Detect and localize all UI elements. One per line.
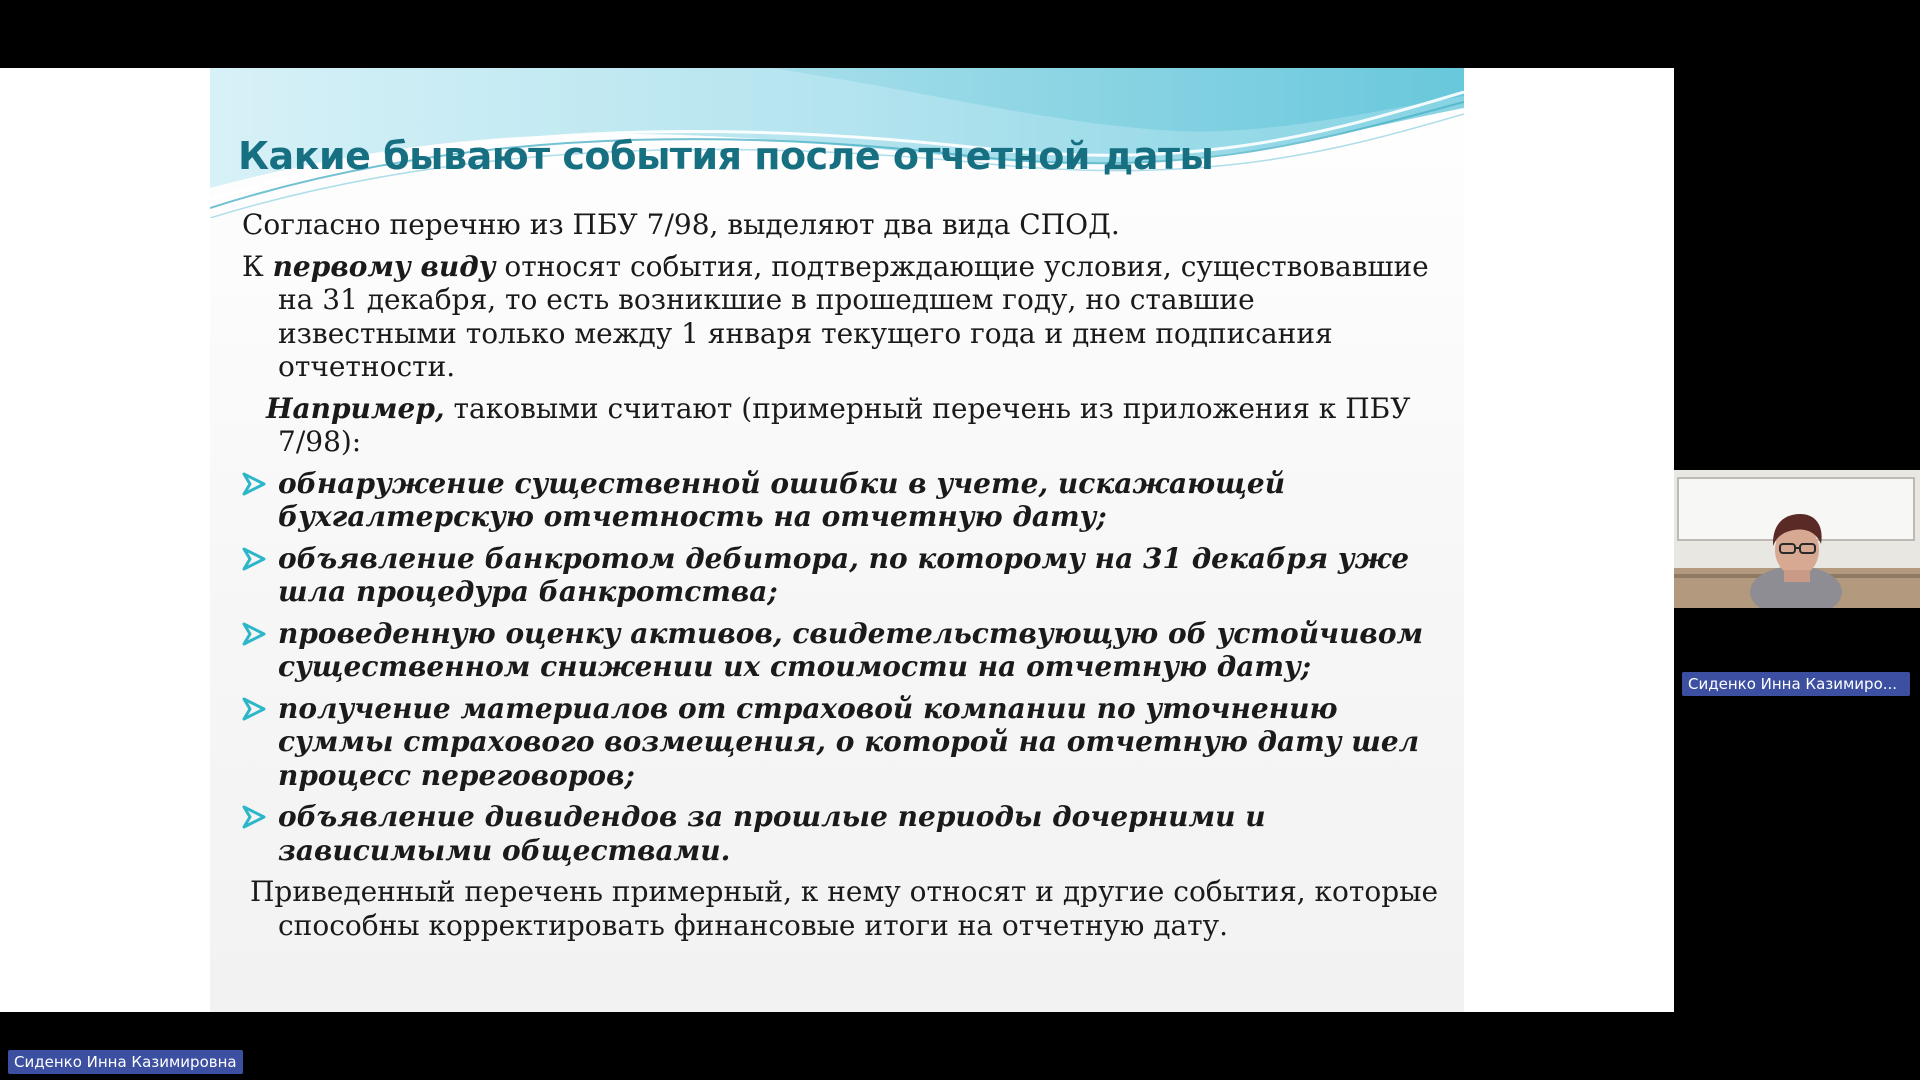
example-emphasis: Например, (266, 391, 445, 425)
list-item-text: обнаружение существенной ошибки в учете, искажающей бухгалтерскую отчетность на отчетную дату; (278, 466, 1286, 533)
speaker-name-label: Сиденко Инна Казимировна (8, 1050, 243, 1074)
list-item-text: объявление банкротом дебитора, по которому на 31 декабря уже шла процедура банкротства; (278, 541, 1410, 608)
first-type-text: относят события, подтверждающие условия, существовавшие на 31 декабря, то есть возникшие в прошедшем году, но ставшие известными только между 1 января текущего года и днем подписания отчетности. (278, 249, 1429, 383)
example-text: таковыми считают (примерный перечень из приложения к ПБУ 7/98): (278, 391, 1411, 458)
bullet-arrow-icon (242, 804, 266, 830)
participant-video-tile[interactable] (1674, 470, 1920, 608)
list-item (242, 692, 1442, 793)
first-type-prefix: К (242, 249, 273, 283)
slide-title: Какие бывают события после отчетной даты (238, 134, 1214, 178)
slide-body (242, 208, 1442, 950)
video-tile-name-label: Сиденко Инна Казимиро... (1682, 672, 1910, 696)
intro-paragraph: Согласно перечню из ПБУ 7/98, выделяют два вида СПОД. (242, 208, 1120, 241)
bullet-arrow-icon (242, 621, 266, 647)
bullet-arrow-icon (242, 696, 266, 722)
list-item-text: проведенную оценку активов, свидетельствующую об устойчивом существенном снижении их стоимости на отчетную дату; (278, 616, 1424, 683)
list-item-text: объявление дивидендов за прошлые периоды дочерними и зависимыми обществами. (278, 800, 1266, 867)
closing-paragraph: Приведенный перечень примерный, к нему относят и другие события, которые способны корректировать финансовые итоги на отчетную дату. (250, 875, 1439, 942)
participant-video-feed (1674, 470, 1920, 608)
bullet-arrow-icon (242, 471, 266, 497)
list-item (242, 467, 1442, 534)
presentation-slide (210, 68, 1464, 1012)
first-type-paragraph (242, 250, 1442, 384)
example-paragraph (242, 392, 1442, 459)
list-item (242, 542, 1442, 609)
bullet-arrow-icon (242, 546, 266, 572)
list-item-text: получение материалов от страховой компании по уточнению суммы страхового возмещения, о которой на отчетную дату шел процесс переговоров; (278, 691, 1420, 792)
list-item (242, 800, 1442, 867)
list-item (242, 617, 1442, 684)
first-type-emphasis: первому виду (272, 249, 496, 283)
